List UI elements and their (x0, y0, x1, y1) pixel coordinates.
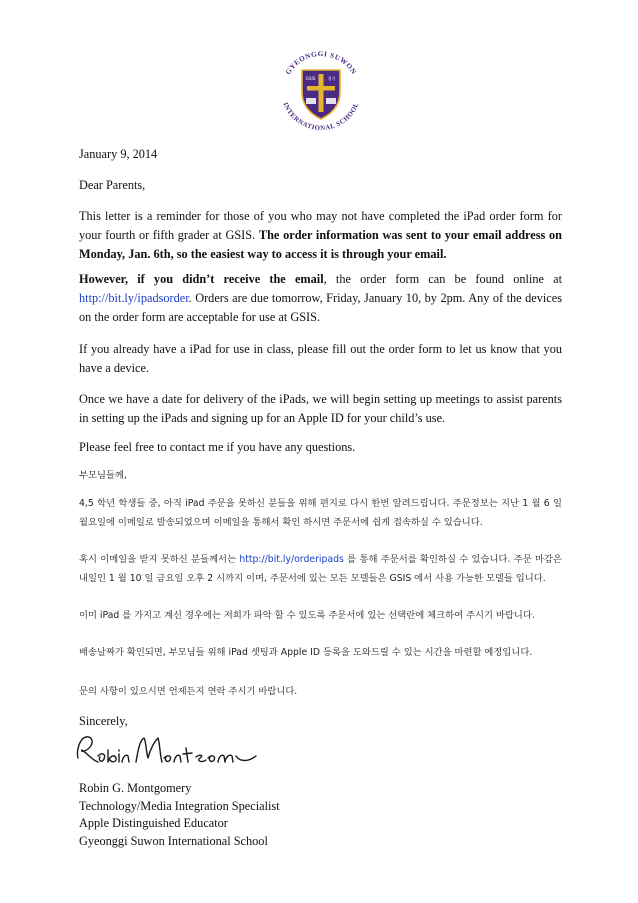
korean-order-link[interactable]: http://bit.ly/orderipads (239, 554, 344, 565)
korean-greeting: 부모님들께, (79, 470, 127, 481)
signature-block (79, 780, 562, 850)
signature (72, 728, 262, 772)
paragraph-4: Once we have a date for delivery of the iPads, we will begin setting up meetings to assist parents in setting up the iPads and signing up for an Apple ID for your child’s use. (79, 392, 562, 425)
book-icon (326, 98, 336, 104)
paragraph-1-text: This letter is a reminder for those of you who may not have completed the iPad order form for your fourth or fifth grader at GSIS. (79, 209, 562, 242)
paragraph-2-bold: However, if you didn’t receive the email (79, 272, 324, 286)
logo-text-top: GYEONGGI SUWON (284, 49, 358, 77)
paragraph-3: If you already have a iPad for use in class, please fill out the order form to let us know that you have a device. (79, 342, 562, 375)
korean-paragraph-2 (79, 551, 562, 588)
cross-bar (307, 86, 335, 91)
shield-text-left: GSIS (305, 76, 316, 81)
shield-text-right: 경기 (327, 76, 336, 81)
letter-date: January 9, 2014 (79, 147, 158, 161)
signer-title-1: Technology/Media Integration Specialist (79, 798, 280, 813)
korean-paragraph-1: 4,5 학년 학생들 중, 아직 iPad 주문을 못하신 분들을 위해 편지로 다시 한번 알려드립니다. 주문정보는 지난 1 월 6 일 월요일에 이메일로 발송되었으며 이메일을 통해서 확인 하시면 주문서에 쉽게 접속하실 수 있습니다. (79, 498, 562, 528)
signer-title-2: Apple Distinguished Educator (79, 816, 228, 830)
school-logo (271, 40, 371, 140)
order-form-link[interactable]: http://bit.ly/ipadsorder (79, 291, 189, 305)
logo-text-bottom: INTERNATIONAL SCHOOL (281, 101, 361, 133)
paragraph-2 (79, 270, 562, 327)
korean-paragraph-5: 문의 사항이 있으시면 언제든지 연락 주시기 바랍니다. (79, 686, 298, 697)
paragraph-5: Please feel free to contact me if you have any questions. (79, 440, 356, 454)
korean-paragraph-2-text-b: 를 통해 주문서를 확인하실 수 있습니다. 주문 마감은 내일인 1 월 10 일 금요일 오후 2 시까지 이며, 주문서에 있는 모든 모델들은 GSIS 에서 사용 가능한 모델들 입니다. (79, 554, 562, 584)
book-icon (306, 98, 316, 104)
paragraph-2-text-b: . Orders are due tomorrow, Friday, January 10, by 2pm. Any of the devices on the order form are acceptable for use at GSIS. (79, 291, 562, 324)
korean-paragraph-4: 배송날짜가 확인되면, 부모님들 위해 iPad 셋팅과 Apple ID 등록을 도와드릴 수 있는 시간을 마련할 예정입니다. (79, 647, 533, 658)
salutation: Dear Parents, (79, 178, 146, 192)
paragraph-2-text-a: , the order form can be found online at (323, 272, 563, 286)
cross-icon (319, 74, 324, 112)
korean-paragraph-3: 이미 iPad 를 가지고 계신 경우에는 저희가 파악 할 수 있도록 주문서에 있는 선택란에 체크하여 주시기 바랍니다. (79, 610, 535, 621)
paragraph-1 (79, 207, 562, 264)
paragraph-1-bold: The order information was sent to your email address on Monday, Jan. 6th, so the easiest way to access it is through your email. (79, 228, 563, 261)
korean-paragraph-2-text-a: 혹시 이메일을 받지 못하신 분들께서는 (79, 554, 240, 565)
closing: Sincerely, (79, 714, 128, 728)
signer-name: Robin G. Montgomery (79, 781, 192, 795)
signer-organization: Gyeonggi Suwon International School (79, 833, 268, 848)
